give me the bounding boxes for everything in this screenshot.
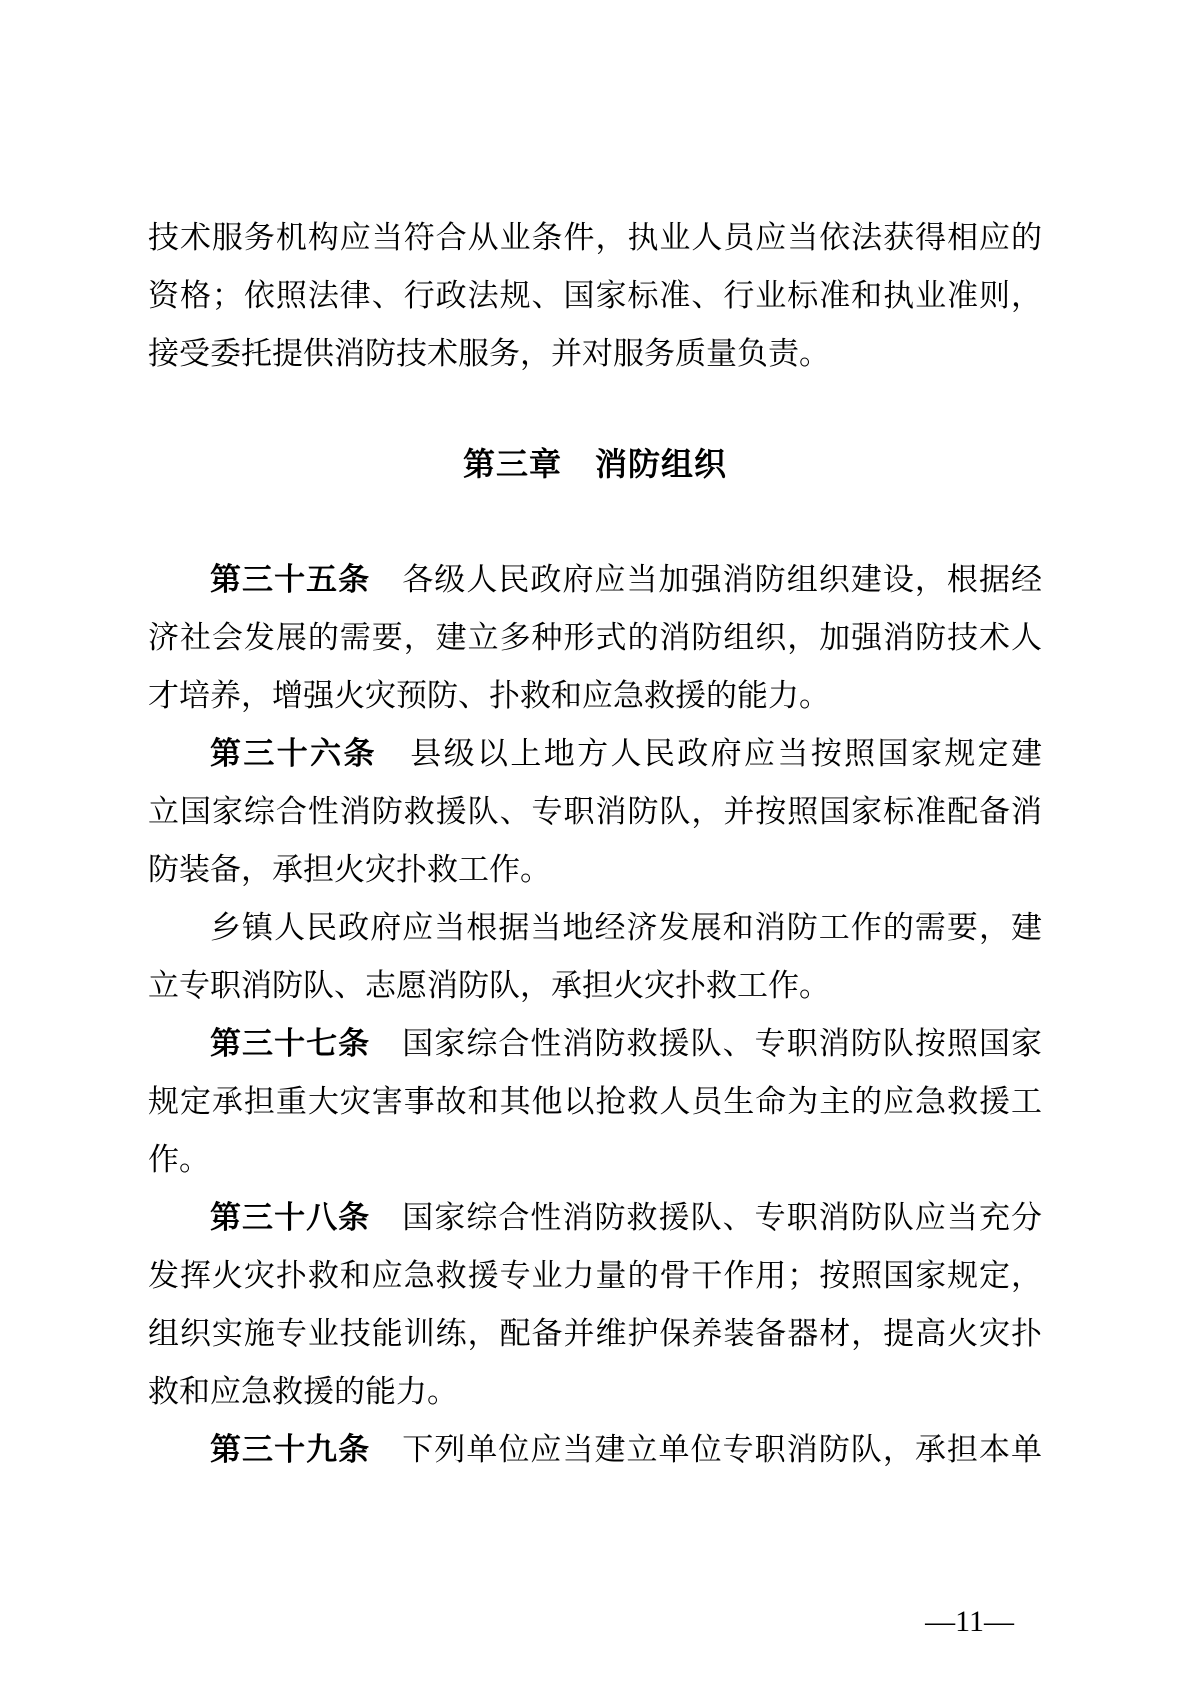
- text-line: 乡镇人民政府应当根据当地经济发展和消防工作的需要，建: [210, 910, 1042, 945]
- text-line: 第三十七条 国家综合性消防救援队、专职消防队按照国家: [210, 1026, 1043, 1061]
- text-line: 组织实施专业技能训练，配备并维护保养装备器材，提高火灾扑: [148, 1316, 1042, 1351]
- text-line: 立专职消防队、志愿消防队，承担火灾扑救工作。: [148, 968, 830, 1003]
- text-line: 技术服务机构应当符合从业条件，执业人员应当依法获得相应的: [148, 220, 1042, 255]
- text-line: 第三十五条 各级人民政府应当加强消防组织建设，根据经: [210, 562, 1043, 597]
- article-36-paragraph-2: [148, 899, 1042, 1015]
- article-37-paragraph: [148, 1015, 1042, 1189]
- article-number: 第三十九条: [210, 1432, 371, 1467]
- article-39-paragraph: [148, 1421, 1042, 1479]
- text-line: 才培养，增强火灾预防、扑救和应急救援的能力。: [148, 678, 830, 713]
- article-number: 第三十七条: [210, 1026, 371, 1061]
- article-35-paragraph: [148, 551, 1042, 725]
- text-line: 资格；依照法律、行政法规、国家标准、行业标准和执业准则，: [148, 278, 1042, 313]
- text-line: 防装备，承担火灾扑救工作。: [148, 852, 551, 887]
- text-line: 接受委托提供消防技术服务，并对服务质量负责。: [148, 336, 830, 371]
- chapter-3-heading: 第三章 消防组织: [462, 446, 727, 482]
- text-line: 救和应急救援的能力。: [148, 1374, 458, 1409]
- text-line: 立国家综合性消防救援队、专职消防队，并按照国家标准配备消: [148, 794, 1042, 829]
- text-line: 第三十八条 国家综合性消防救援队、专职消防队应当充分: [210, 1200, 1043, 1235]
- text-line: 发挥火灾扑救和应急救援专业力量的骨干作用；按照国家规定，: [148, 1258, 1042, 1293]
- article-number: 第三十六条: [210, 736, 377, 771]
- text-line: 第三十九条 下列单位应当建立单位专职消防队，承担本单: [210, 1432, 1043, 1467]
- article-38-paragraph: [148, 1189, 1042, 1421]
- article-36-paragraph: [148, 725, 1042, 899]
- text-line: 第三十六条 县级以上地方人民政府应当按照国家规定建: [210, 736, 1042, 771]
- text-line: 作。: [148, 1142, 210, 1177]
- text-line: 济社会发展的需要，建立多种形式的消防组织，加强消防技术人: [148, 620, 1042, 655]
- article-number: 第三十八条: [210, 1200, 371, 1235]
- document-text-area: [148, 209, 1042, 1479]
- paragraph-continuation: [148, 209, 1042, 383]
- page-number: —11—: [925, 1605, 1014, 1638]
- text-line: 规定承担重大灾害事故和其他以抢救人员生命为主的应急救援工: [148, 1084, 1042, 1119]
- article-number: 第三十五条: [210, 562, 371, 597]
